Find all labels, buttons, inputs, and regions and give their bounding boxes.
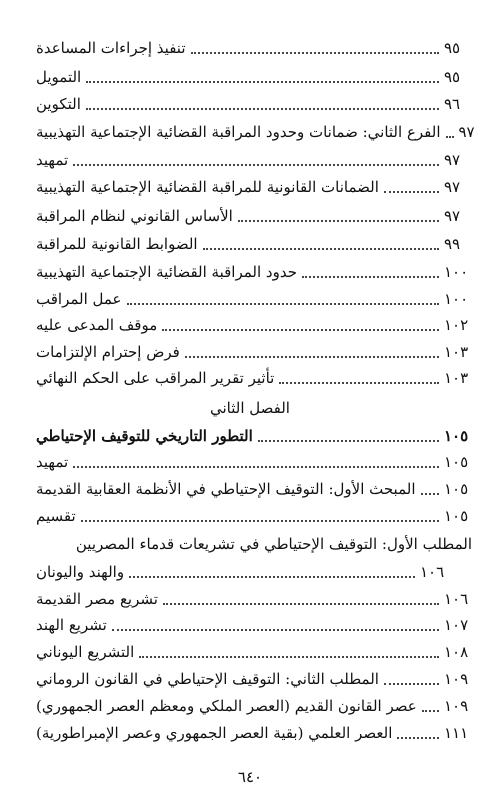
toc-entry-page: ٩٧ [444, 151, 461, 169]
toc-entry-title: المبحث الأول: التوقيف الإحتياطي في الأنظمة العقابية القديمة [36, 480, 416, 498]
toc-entry-title: الأساس القانوني لنظام المراقبة [36, 207, 233, 225]
toc-entry-page: ١٠٩ [444, 670, 469, 688]
dot-leader [203, 247, 439, 250]
toc-entry-page: ١٠٠ [444, 290, 469, 308]
toc-entry-title: التكوين [36, 95, 81, 113]
toc-entry-title: تنفيذ إجراءات المساعدة [36, 39, 186, 57]
toc-entry-page: ٩٩ [444, 235, 461, 253]
toc-entry-page: ١٠٣ [444, 369, 469, 387]
page-number: ٦٤٠ [237, 768, 263, 786]
toc-entry-page: ١٠٣ [444, 343, 469, 361]
toc-entry [36, 148, 472, 172]
toc-entry-page: ٩٧ [444, 178, 461, 196]
toc-entry-title: تأثير تقرير المراقب على الحكم النهائي [36, 369, 275, 387]
dot-leader [421, 492, 440, 495]
toc-entry [36, 65, 472, 89]
toc-entry-page: ١٠٦ [444, 590, 469, 608]
toc-entry-title: الضوابط القانونية للمراقبة [36, 235, 198, 253]
toc-entry-page: ١١١ [444, 724, 469, 742]
toc-entry-title-line1: المطلب الأول: التوقيف الإحتياطي في تشريعات قدماء المصريين [75, 535, 472, 553]
dot-leader [191, 51, 440, 54]
dot-leader [81, 519, 439, 522]
chapter-heading: الفصل الثاني [210, 399, 290, 417]
dot-leader [302, 275, 439, 278]
toc-entry-title: حدود المراقبة القضائية الإجتماعية التهذيبية [36, 263, 297, 281]
dot-leader [238, 219, 439, 222]
toc-entry [36, 450, 472, 474]
dot-leader [73, 465, 439, 468]
toc-entry [36, 366, 472, 390]
toc-entry [36, 477, 472, 501]
toc-entry [36, 36, 472, 60]
dot-leader [279, 381, 439, 384]
toc-entry-title: الفرع الثاني: ضمانات وحدود المراقبة القضائية الإجتماعية التهذيبية [36, 123, 441, 141]
toc-entry-title: الضمانات القانونية للمراقبة القضائية الإجتماعية التهذيبية [36, 178, 379, 196]
toc-entry [36, 721, 472, 745]
toc-entry-title: العصر العلمي (بقية العصر الجمهوري وعصر الإمبراطورية) [36, 724, 393, 742]
toc-entry-title: تقسيم [36, 507, 76, 525]
toc-entry-page: ١٠٠ [444, 263, 469, 281]
toc-entry-title: التشريع اليوناني [36, 643, 135, 661]
toc-entry-page: ١٠٢ [444, 316, 469, 334]
dot-leader [112, 628, 439, 631]
toc-entry [36, 587, 472, 611]
toc-entry [36, 204, 472, 228]
toc-entry [36, 667, 472, 691]
toc-entry-page: ١٠٦ [420, 563, 445, 581]
toc-entry-page: ٩٧ [444, 207, 461, 225]
toc-entry [36, 640, 472, 664]
toc-entry [36, 340, 472, 364]
dot-leader [397, 736, 439, 739]
toc-entry [36, 232, 472, 256]
toc-entry-page: ١٠٥ [444, 480, 469, 498]
toc-entry-title: المطلب الثاني: التوقيف الإحتياطي في القانون الروماني [36, 670, 379, 688]
toc-entry-page: ٩٥ [444, 39, 461, 57]
dot-leader [185, 355, 439, 358]
toc-entry-title: تشريع الهند [36, 616, 107, 634]
toc-entry-page: ٩٦ [444, 95, 461, 113]
dot-leader [73, 163, 439, 166]
toc-entry-page: ١٠٧ [444, 616, 469, 634]
dot-leader [127, 302, 439, 305]
toc-entry-title: تشريع مصر القديمة [36, 590, 158, 608]
toc-entry-title: التمويل [36, 68, 82, 86]
toc-entry [36, 120, 475, 144]
toc-entry-page: ١٠٥ [444, 427, 469, 445]
toc-entry [36, 694, 472, 718]
toc-entry-page: ١٠٥ [444, 507, 469, 525]
dot-leader [139, 655, 439, 658]
toc-entry-page: ١٠٨ [444, 643, 469, 661]
toc-entry [36, 613, 472, 637]
toc-entry-title: موقف المدعى عليه [36, 316, 158, 334]
toc-entry-title: عصر القانون القديم (العصر الملكي ومعظم العصر الجمهوري) [36, 697, 417, 715]
dot-leader [384, 682, 439, 685]
toc-entry-page: ١٠٩ [444, 697, 469, 715]
toc-entry-page: ١٠٥ [444, 453, 469, 471]
dot-leader [258, 439, 439, 442]
toc-entry [36, 504, 472, 528]
toc-entry-title: تمهيد [36, 453, 69, 471]
dot-leader [86, 80, 439, 83]
toc-entry [36, 175, 472, 199]
dot-leader [384, 190, 439, 193]
dot-leader [86, 107, 439, 110]
toc-entry-title: عمل المراقب [36, 290, 122, 308]
chapter-title: التطور التاريخي للتوقيف الإحتياطي [36, 427, 253, 445]
dot-leader [446, 135, 454, 138]
toc-entry-page: ٩٧ [458, 123, 475, 141]
toc-entry [36, 260, 472, 284]
chapter-title-entry [36, 424, 472, 448]
toc-entry [36, 92, 472, 116]
toc-entry [36, 313, 472, 337]
toc-entry [36, 560, 448, 584]
dot-leader [422, 709, 439, 712]
dot-leader [162, 328, 439, 331]
toc-entry [36, 287, 472, 311]
toc-entry-page: ٩٥ [444, 68, 461, 86]
toc-entry-title: تمهيد [36, 151, 69, 169]
dot-leader [163, 602, 439, 605]
dot-leader [129, 575, 415, 578]
toc-entry-title-line2: والهند واليونان [36, 563, 125, 581]
toc-entry-title: فرض إحترام الإلتزامات [36, 343, 180, 361]
